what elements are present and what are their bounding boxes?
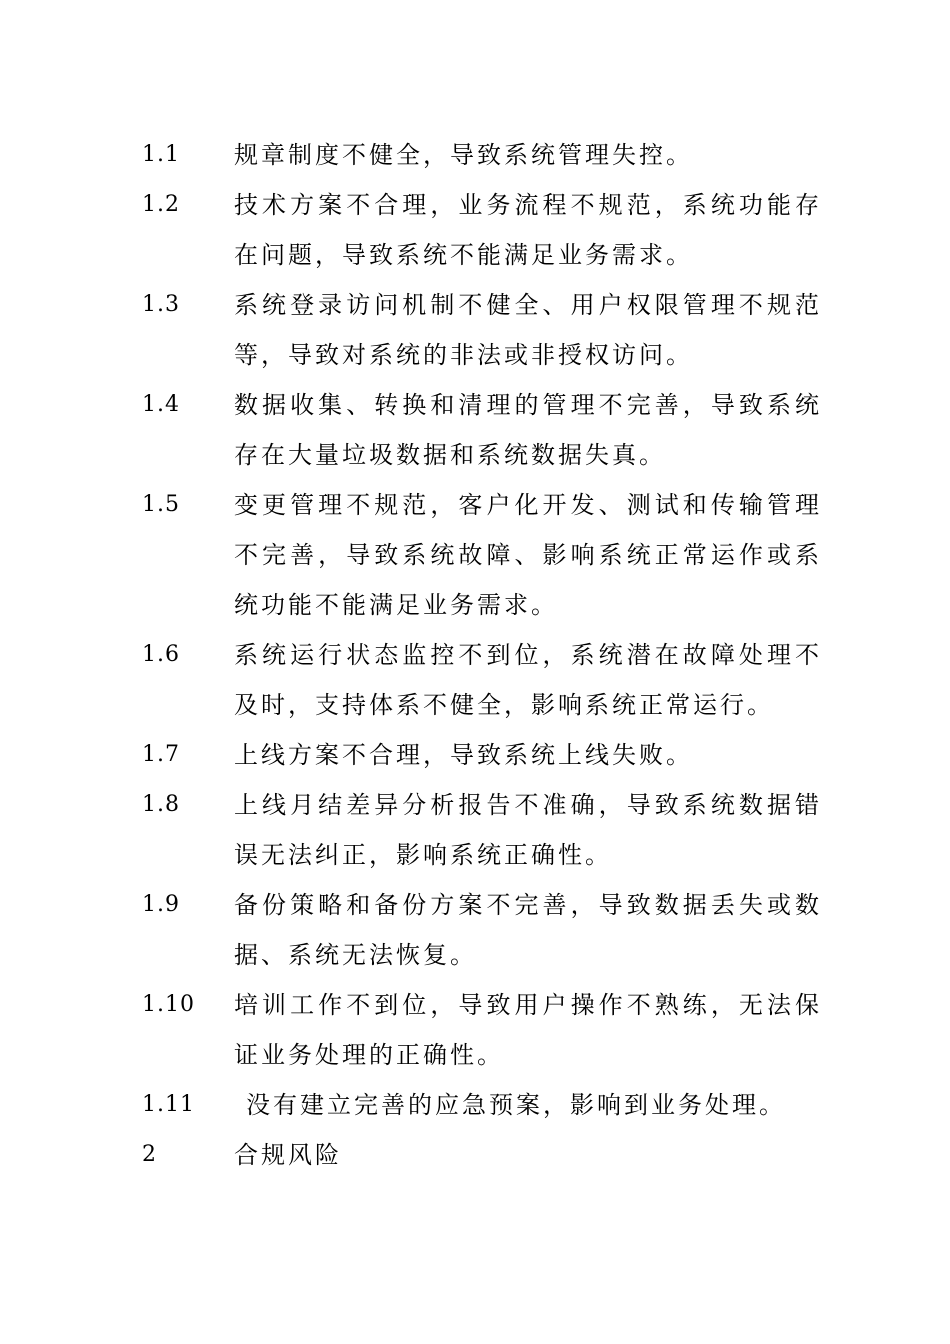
list-item-1-11 — [142, 1080, 822, 1130]
item-number: 1.1 — [142, 142, 180, 167]
list-item-1-3 — [142, 280, 822, 380]
item-text: 系统运行状态监控不到位，系统潜在故障处理不及时，支持体系不健全，影响系统正常运行。 — [234, 641, 822, 719]
item-number: 1.6 — [142, 642, 180, 667]
list-item-1-5 — [142, 480, 822, 630]
item-number: 1.4 — [142, 392, 180, 417]
item-text: 技术方案不合理，业务流程不规范，系统功能存在问题，导致系统不能满足业务需求。 — [234, 191, 822, 269]
item-number: 1.3 — [142, 292, 180, 317]
section-number: 2 — [142, 1142, 157, 1167]
item-number: 1.7 — [142, 742, 180, 767]
item-number: 1.11 — [142, 1092, 195, 1117]
item-text: 变更管理不规范，客户化开发、测试和传输管理不完善，导致系统故障、影响系统正常运作或系统功能不能满足业务需求。 — [234, 491, 822, 619]
list-item-1-6 — [142, 630, 822, 730]
item-text: 上线方案不合理，导致系统上线失败。 — [234, 741, 693, 769]
item-text: 没有建立完善的应急预案，影响到业务处理。 — [246, 1091, 786, 1119]
list-item-1-10 — [142, 980, 822, 1080]
list-item-1-9 — [142, 880, 822, 980]
item-number: 1.5 — [142, 492, 180, 517]
item-text: 备份策略和备份方案不完善，导致数据丢失或数据、系统无法恢复。 — [234, 891, 822, 969]
list-item-1-8 — [142, 780, 822, 880]
risk-list — [142, 130, 822, 1180]
list-item-1-2 — [142, 180, 822, 280]
item-text: 规章制度不健全，导致系统管理失控。 — [234, 141, 693, 169]
item-number: 1.8 — [142, 792, 180, 817]
item-text: 培训工作不到位，导致用户操作不熟练，无法保证业务处理的正确性。 — [234, 991, 822, 1069]
item-text: 上线月结差异分析报告不准确，导致系统数据错误无法纠正，影响系统正确性。 — [234, 791, 822, 869]
item-number: 1.2 — [142, 192, 180, 217]
item-number: 1.9 — [142, 892, 180, 917]
section-heading-2 — [142, 1130, 822, 1180]
section-title: 合规风险 — [234, 1141, 342, 1169]
item-number: 1.10 — [142, 992, 195, 1017]
list-item-1-4 — [142, 380, 822, 480]
list-item-1-7 — [142, 730, 822, 780]
list-item-1-1 — [142, 130, 822, 180]
item-text: 系统登录访问机制不健全、用户权限管理不规范等，导致对系统的非法或非授权访问。 — [234, 291, 822, 369]
item-text: 数据收集、转换和清理的管理不完善，导致系统存在大量垃圾数据和系统数据失真。 — [234, 391, 822, 469]
